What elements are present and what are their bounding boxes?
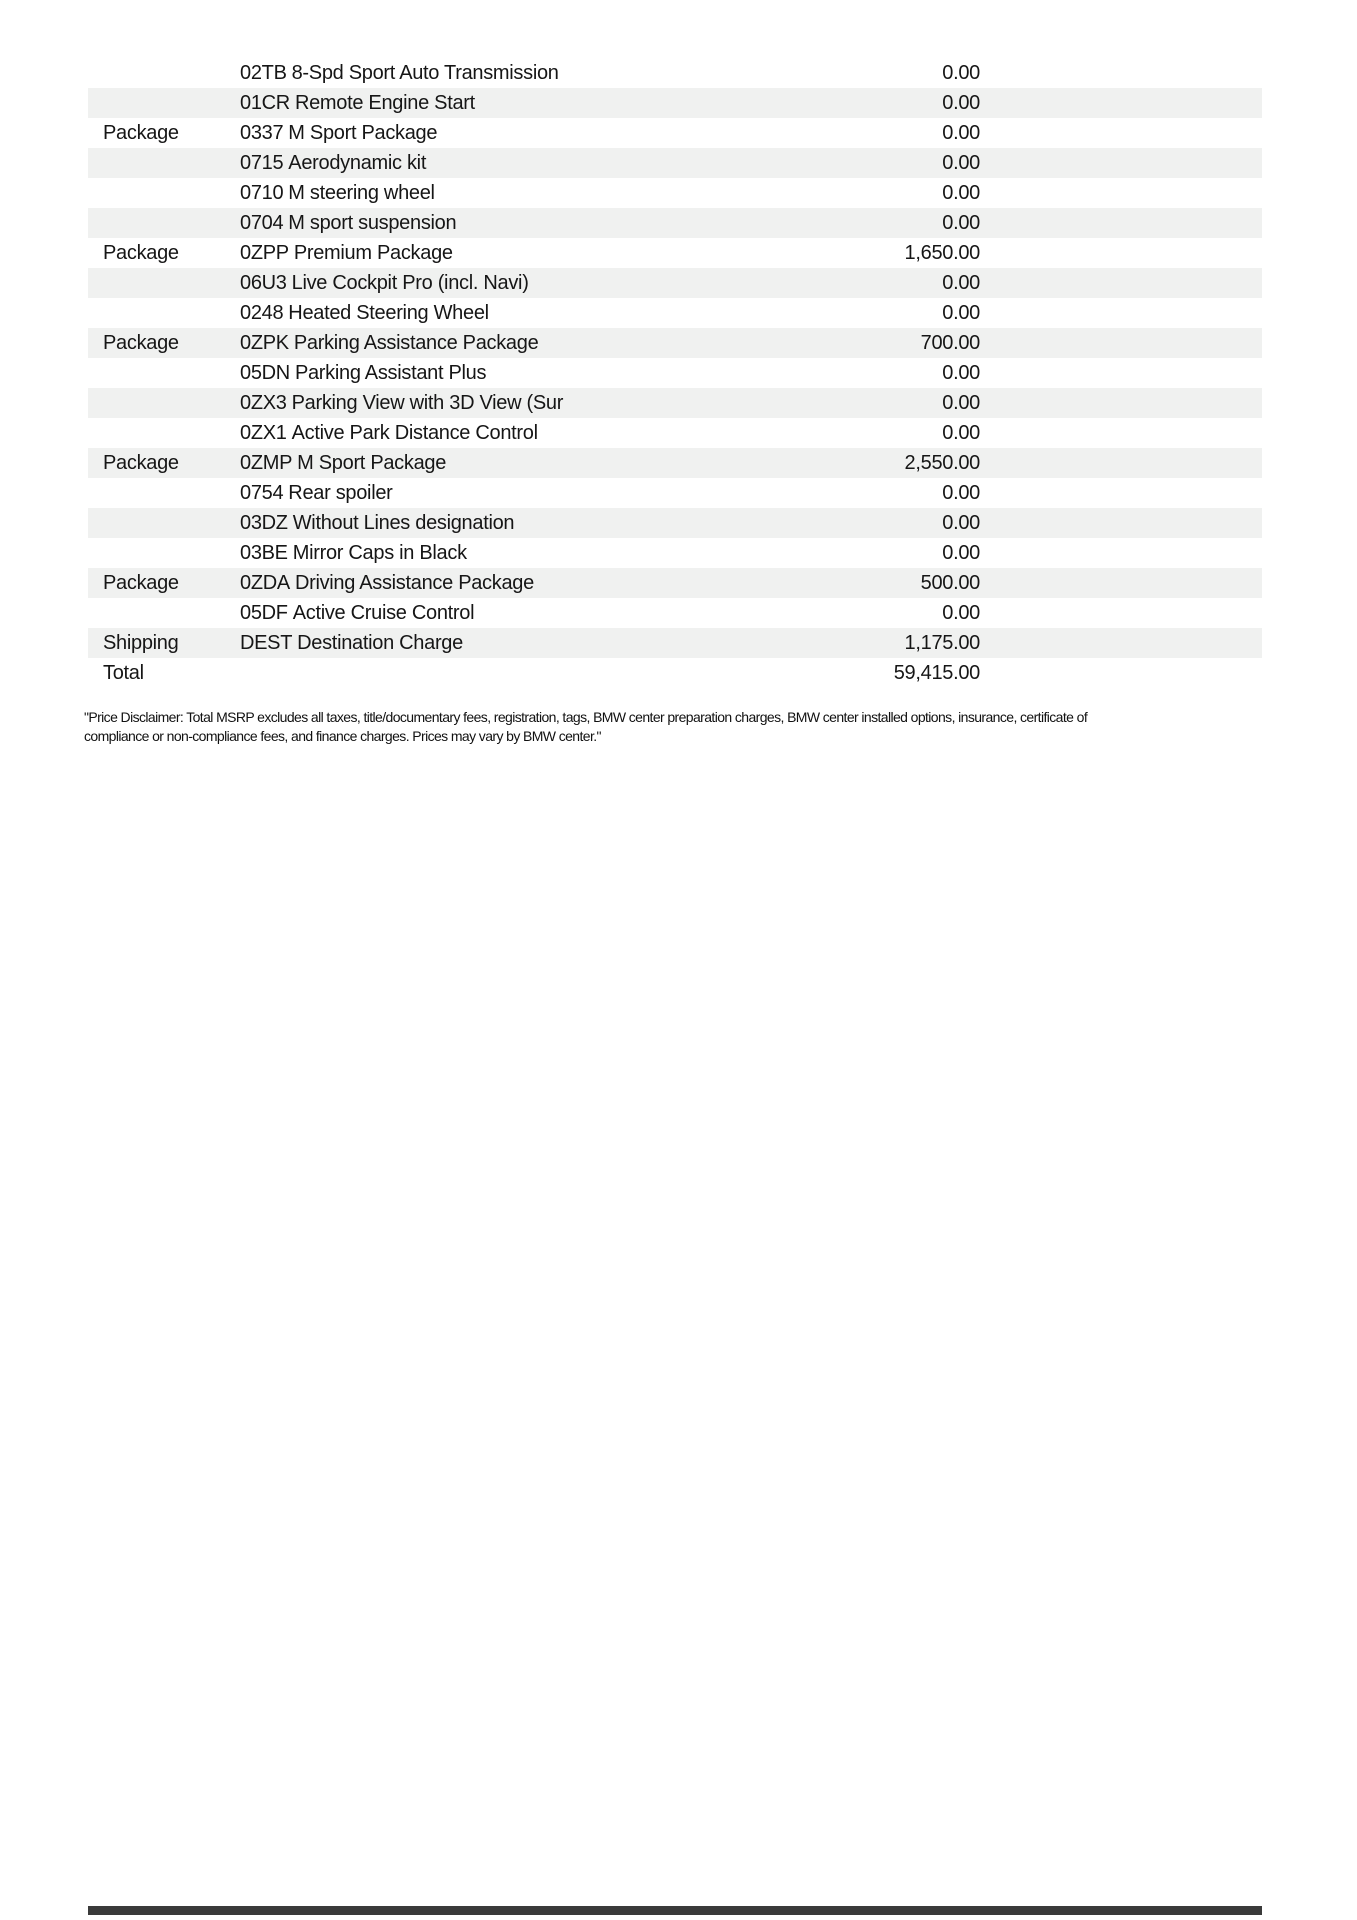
- option-description-cell: [240, 482, 660, 505]
- price-cell: 0.00: [942, 121, 980, 144]
- option-description-cell: [240, 332, 660, 355]
- option-description-cell: [240, 662, 660, 685]
- vehicle-options-table: [88, 58, 1262, 688]
- option-code: 05DF: [240, 601, 288, 624]
- category-cell: Package: [103, 121, 179, 144]
- option-description-cell: [240, 632, 660, 655]
- category-cell: Total: [103, 661, 144, 684]
- option-description-cell: [240, 212, 660, 235]
- option-name: Active Cruise Control: [292, 601, 475, 624]
- price-cell: 0.00: [942, 181, 980, 204]
- option-code: 0337: [240, 121, 284, 144]
- option-code: 0ZPK: [240, 331, 289, 354]
- option-name: Live Cockpit Pro (incl. Navi): [291, 271, 529, 294]
- price-cell: 0.00: [942, 511, 980, 534]
- option-name: M Sport Package: [297, 451, 447, 474]
- option-code: DEST: [240, 631, 293, 654]
- option-name: Remote Engine Start: [294, 91, 475, 114]
- table-row: [88, 58, 1262, 88]
- price-cell: 1,650.00: [904, 241, 980, 264]
- option-code: 0ZPP: [240, 241, 289, 264]
- table-row: [88, 268, 1262, 298]
- option-description-cell: [240, 92, 660, 115]
- table-row: [88, 388, 1262, 418]
- option-code: 03DZ: [240, 511, 288, 534]
- option-code: 0ZX3: [240, 391, 287, 414]
- option-description-cell: [240, 542, 660, 565]
- table-row: [88, 178, 1262, 208]
- price-cell: 59,415.00: [893, 661, 980, 684]
- table-row: [88, 328, 1262, 358]
- option-code: 0248: [240, 301, 284, 324]
- price-cell: 0.00: [942, 601, 980, 624]
- option-description-cell: [240, 452, 660, 475]
- price-cell: 2,550.00: [904, 451, 980, 474]
- option-description-cell: [240, 62, 660, 85]
- disclaimer-line: "Price Disclaimer: Total MSRP excludes all taxes, title/documentary fees, registration, tags, BMW center preparation charges, BMW center installed options, insurance, certificate of: [84, 709, 1088, 725]
- table-row: [88, 88, 1262, 118]
- table-row: [88, 238, 1262, 268]
- option-description-cell: [240, 182, 660, 205]
- price-cell: 700.00: [920, 331, 980, 354]
- table-row: [88, 448, 1262, 478]
- table-row: [88, 148, 1262, 178]
- table-row: [88, 538, 1262, 568]
- option-description-cell: [240, 302, 660, 325]
- price-cell: 0.00: [942, 481, 980, 504]
- price-disclaimer: [84, 708, 1224, 745]
- option-name: Parking Assistance Package: [293, 331, 539, 354]
- option-name: M sport suspension: [288, 211, 457, 234]
- option-name: Driving Assistance Package: [294, 571, 534, 594]
- option-description-cell: [240, 362, 660, 385]
- option-code: 0704: [240, 211, 284, 234]
- category-cell: Package: [103, 451, 179, 474]
- price-cell: 0.00: [942, 541, 980, 564]
- table-row: [88, 118, 1262, 148]
- option-code: 05DN: [240, 361, 290, 384]
- option-code: 06U3: [240, 271, 287, 294]
- table-row: [88, 658, 1262, 688]
- option-name: M Sport Package: [288, 121, 438, 144]
- option-description-cell: [240, 242, 660, 265]
- option-code: 0ZX1: [240, 421, 287, 444]
- option-description-cell: [240, 152, 660, 175]
- option-code: 0715: [240, 151, 284, 174]
- option-name: Rear spoiler: [288, 481, 393, 504]
- table-row: [88, 358, 1262, 388]
- option-name: Destination Charge: [297, 631, 463, 654]
- table-row: [88, 478, 1262, 508]
- table-row: [88, 208, 1262, 238]
- table-row: [88, 568, 1262, 598]
- table-row: [88, 598, 1262, 628]
- option-name: Parking Assistant Plus: [294, 361, 487, 384]
- option-name: Parking View with 3D View (Sur: [291, 391, 564, 414]
- option-description-cell: [240, 122, 660, 145]
- price-cell: 0.00: [942, 301, 980, 324]
- option-name: Mirror Caps in Black: [292, 541, 467, 564]
- option-name: Premium Package: [293, 241, 453, 264]
- option-name: Aerodynamic kit: [288, 151, 427, 174]
- option-description-cell: [240, 572, 660, 595]
- category-cell: Package: [103, 241, 179, 264]
- option-code: 03BE: [240, 541, 288, 564]
- price-cell: 0.00: [942, 211, 980, 234]
- option-description-cell: [240, 512, 660, 535]
- option-description-cell: [240, 422, 660, 445]
- option-name: M steering wheel: [288, 181, 435, 204]
- disclaimer-line: compliance or non-compliance fees, and finance charges. Prices may vary by BMW center.": [84, 727, 601, 744]
- price-cell: 0.00: [942, 91, 980, 114]
- option-code: 0ZMP: [240, 451, 293, 474]
- price-cell: 0.00: [942, 421, 980, 444]
- option-description-cell: [240, 272, 660, 295]
- table-row: [88, 298, 1262, 328]
- table-row: [88, 418, 1262, 448]
- price-cell: 0.00: [942, 61, 980, 84]
- option-code: 0754: [240, 481, 284, 504]
- price-cell: 0.00: [942, 391, 980, 414]
- table-row: [88, 508, 1262, 538]
- option-name: 8-Spd Sport Auto Transmission: [291, 61, 559, 84]
- price-cell: 0.00: [942, 151, 980, 174]
- option-name: Active Park Distance Control: [291, 421, 538, 444]
- option-description-cell: [240, 602, 660, 625]
- price-cell: 0.00: [942, 271, 980, 294]
- option-code: 02TB: [240, 61, 287, 84]
- category-cell: Shipping: [103, 631, 179, 654]
- footer-bar: [88, 1906, 1262, 1915]
- option-name: Heated Steering Wheel: [288, 301, 489, 324]
- price-cell: 0.00: [942, 361, 980, 384]
- option-code: 0710: [240, 181, 284, 204]
- price-cell: 500.00: [920, 571, 980, 594]
- category-cell: Package: [103, 331, 179, 354]
- category-cell: Package: [103, 571, 179, 594]
- option-name: Without Lines designation: [292, 511, 515, 534]
- option-description-cell: [240, 392, 660, 415]
- option-code: 0ZDA: [240, 571, 290, 594]
- table-row: [88, 628, 1262, 658]
- price-cell: 1,175.00: [904, 631, 980, 654]
- option-code: 01CR: [240, 91, 290, 114]
